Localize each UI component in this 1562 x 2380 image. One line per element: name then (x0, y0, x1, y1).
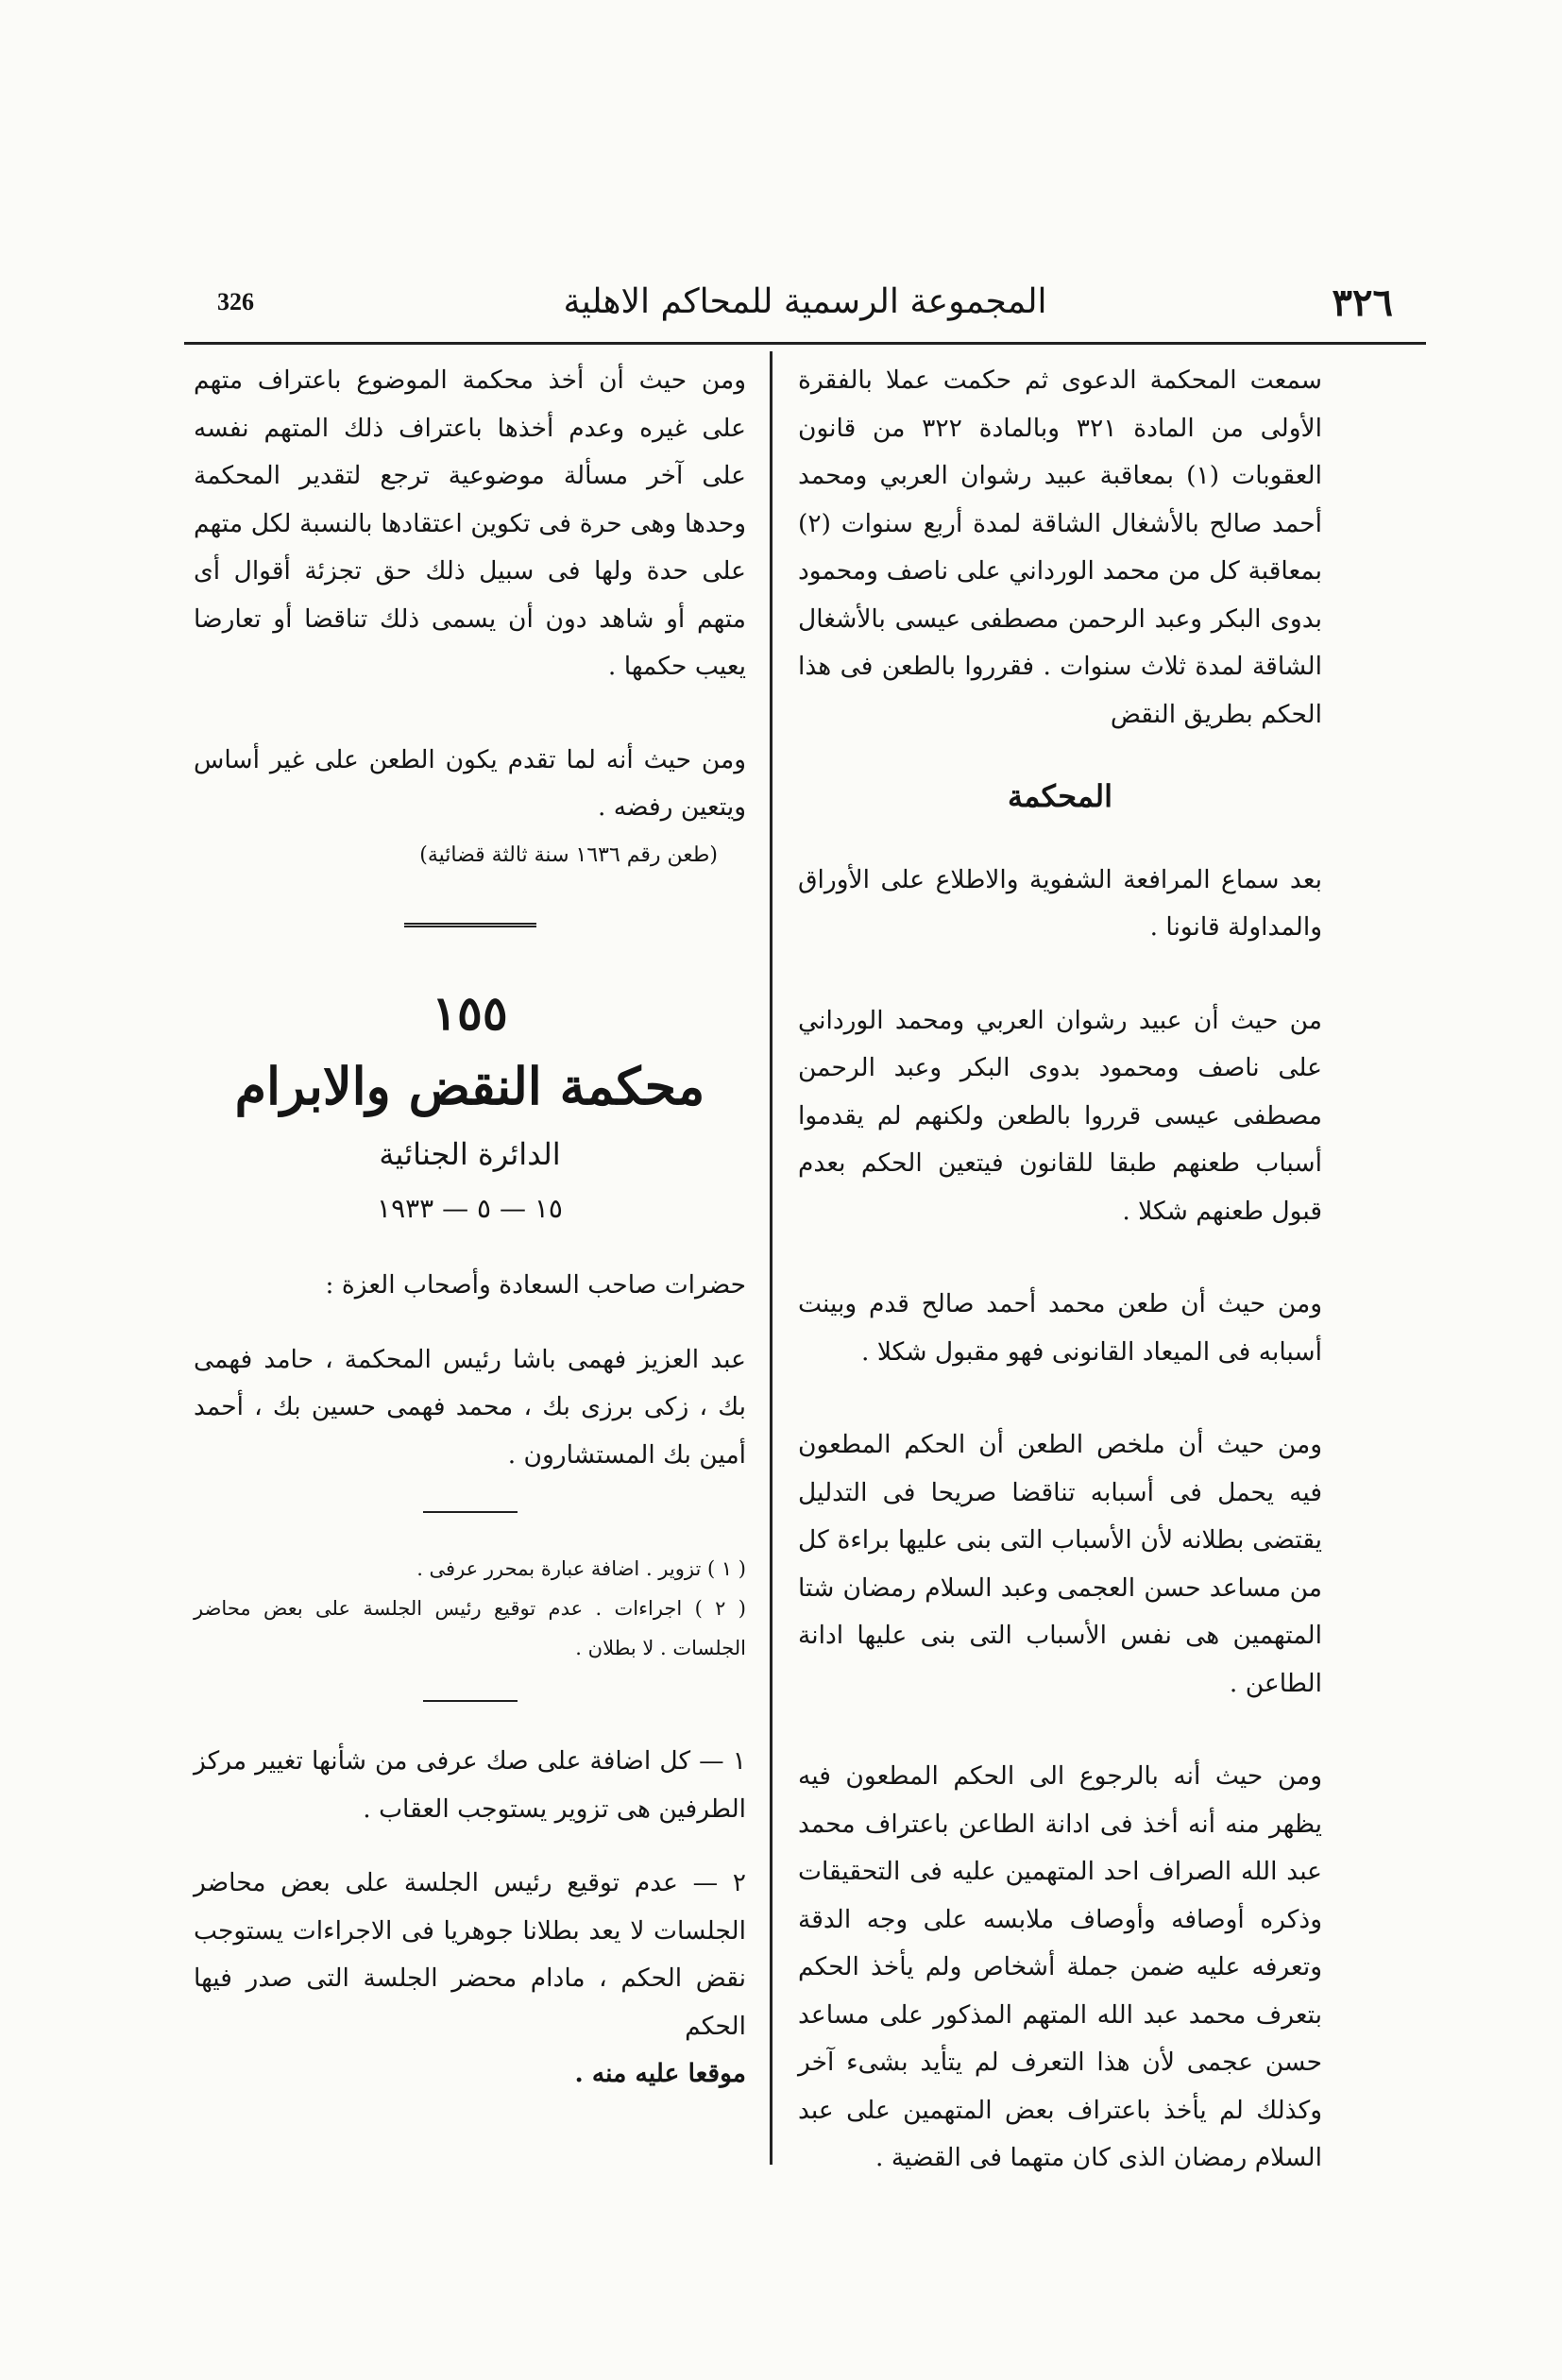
footnotes (194, 1549, 746, 1668)
column-divider (770, 351, 773, 2165)
principle-2: ٢ — عدم توقيع رئيس الجلسة على بعض محاضر الجلسات لا يعد بطلانا جوهريا فى الاجراءات يستوجب نقض الحكم ، مادام محضر الجلسة التى صدر فيها الحكم (194, 1868, 746, 2041)
journal-title: المجموعة الرسمية للمحاكم الاهلية (563, 282, 1047, 321)
page-number-latin: 326 (217, 288, 254, 315)
circuit-name: الدائرة الجنائية (379, 1136, 561, 1172)
page-number-arabic: ٣٢٦ (1332, 280, 1393, 325)
bench-intro: حضرات صاحب السعادة وأصحاب العزة : (325, 1270, 746, 1300)
appeal-citation: (طعن رقم ١٦٣٦ سنة ثالثة قضائية) (419, 842, 718, 867)
footnote-2: ( ٢ ) اجراءات . عدم توقيع رئيس الجلسة على بعض محاضر الجلسات . لا بطلان . (194, 1597, 746, 1659)
court-name: محكمة النقض والابرام (234, 1056, 705, 1116)
principles-divider (423, 1700, 518, 1702)
case-number: ١٥٥ (432, 985, 508, 1041)
court-heading: المحكمة (1007, 778, 1113, 814)
paragraph-review: ومن حيث أنه بالرجوع الى الحكم المطعون فيه يظهر منه أنه أخذ فى ادانة الطاعن باعتراف محمد عبد الله الصراف احد المتهمين عليه فى التحقيقات وذكره أوصافه وأوصاف ملابسه على وجه الدقة وتعرفه عليه ضمن جملة أشخاص ولم يأخذ الحكم بتعرف محمد عبد الله المتهم المذكور على مساعد حسن عجمى لأن هذا التعرف لم يتأيد بشىء آخر وكذلك لم يأخذ باعتراف بعض المتهمين على عبد السلام رمضان الذى كان متهما فى القضية . (798, 1761, 1322, 2172)
left-column (194, 357, 746, 2099)
ruling-date: ١٥ — ٥ — ١٩٣٣ (377, 1193, 563, 1224)
page-header (189, 279, 1421, 335)
section-divider (404, 923, 536, 927)
principle-2-end: موقعا عليه منه . (574, 2059, 746, 2088)
paragraph-appeal-summary: ومن حيث أن ملخص الطعن أن الحكم المطعون فيه يحمل فى أسبابه تناقضا صريحا فى التدليل يقتضى بطلانه لأن الأسباب التى بنى عليها براءة كل من مساعد حسن العجمى وعبد السلام رمضان شتا المتهمين هى نفس الأسباب التى بنى عليها ادانة الطاعن . (798, 1430, 1322, 1698)
footnote-divider (423, 1511, 518, 1513)
right-column (798, 357, 1322, 2183)
intro-paragraph: سمعت المحكمة الدعوى ثم حكمت عملا بالفقرة الأولى من المادة ٣٢١ وبالمادة ٣٢٢ من قانون العقوبات (١) بمعاقبة عبيد رشوان العربي ومحمد أحمد صالح بالأشغال الشاقة لمدة أربع سنوات (٢) بمعاقبة كل من محمد الورداني على ناصف ومحمود بدوى البكر وعبد الرحمن مصطفى عيسى بالأشغال الشاقة لمدة ثلاث سنوات . فقرروا بالطعن فى هذا الحكم بطريق النقض (798, 366, 1323, 729)
paragraph-reasoning: ومن حيث أن أخذ محكمة الموضوع باعتراف متهم على غيره وعدم أخذها باعتراف ذلك المتهم نفسه على آخر مسألة موضوعية ترجع لتقدير المحكمة وحدها وهى حرة فى تكوين اعتقادها بالنسبة لكل متهم على حدة ولها فى سبيل ذلك حق تجزئة أقوال أى متهم أو شاهد دون أن يسمى ذلك تناقضا أو تعارضا يعيب حكمها . (194, 366, 746, 681)
paragraph-hearing: بعد سماع المرافعة الشفوية والاطلاع على الأوراق والمداولة قانونا . (798, 864, 1322, 942)
paragraph-rejected-appeals: من حيث أن عبيد رشوان العربي ومحمد الورداني على ناصف ومحمود بدوى البكر وعبد الرحمن مصطفى عيسى قرروا بالطعن ولكنهم لم يقدموا أسباب طعنهم طبقا للقانون فيتعين الحكم بعدم قبول طعنهم شكلا . (798, 1005, 1322, 1226)
bench-names: عبد العزيز فهمى باشا رئيس المحكمة ، حامد فهمى بك ، زكى برزى بك ، محمد فهمى حسين بك ، أحمد أمين بك المستشارون . (194, 1344, 746, 1470)
principle-1: ١ — كل اضافة على صك عرفى من شأنها تغيير مركز الطرفين هى تزوير يستوجب العقاب . (194, 1746, 746, 1824)
footnote-1: ( ١ ) تزوير . اضافة عبارة بمحرر عرفى . (416, 1557, 746, 1580)
header-rule (184, 342, 1426, 345)
paragraph-ruling: ومن حيث أنه لما تقدم يكون الطعن على غير أساس ويتعين رفضه . (194, 744, 746, 822)
paragraph-accepted-appeal: ومن حيث أن طعن محمد أحمد صالح قدم وبينت أسبابه فى الميعاد القانونى فهو مقبول شكلا . (798, 1289, 1322, 1367)
